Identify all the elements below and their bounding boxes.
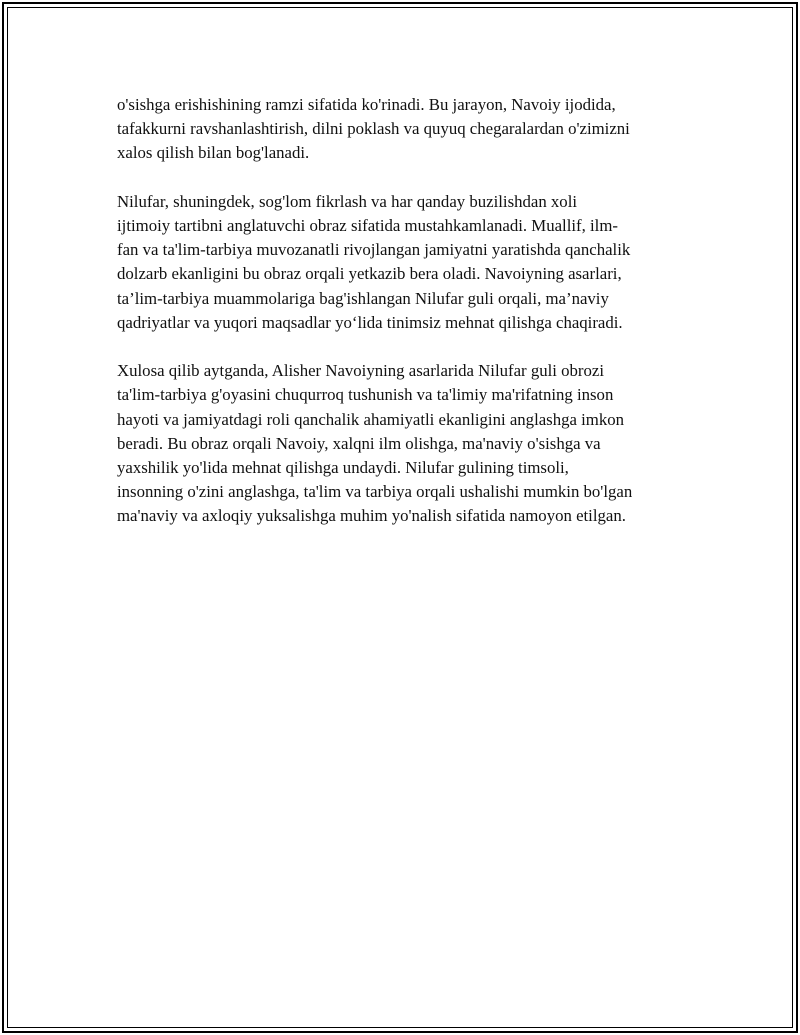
text-line: xalos qilish bilan bog'lanadi.	[117, 143, 310, 163]
text-line: ta’lim-tarbiya muammolariga bag'ishlangan Nilufar guli orqali, ma’naviy	[117, 288, 609, 308]
text-line: ma'naviy va axloqiy yuksalishga muhim yo'nalish sifatida namoyon etilgan.	[117, 506, 626, 526]
text-line: o'sishga erishishining ramzi sifatida ko'rinadi. Bu jarayon, Navoiy ijodida,	[117, 95, 616, 114]
text-line: Nilufar, shuningdek, sog'lom fikrlash va har qanday buzilishdan xoli	[117, 191, 578, 211]
text-line: ijtimoiy tartibni anglatuvchi obraz sifatida mustahkamlanadi. Muallif, ilm-	[117, 216, 618, 235]
text-line: beradi. Bu obraz orqali Navoiy, xalqni ilm olishga, ma'naviy o'sishga va	[117, 433, 601, 453]
text-line: tafakkurni ravshanlashtirish, dilni poklash va quyuq chegaralardan o'zimizni	[117, 119, 630, 139]
text-line: Xulosa qilib aytganda, Alisher Navoiyning asarlarida Nilufar guli obrozi	[117, 361, 604, 381]
paragraph-2	[117, 190, 697, 335]
paragraph-3	[117, 359, 697, 528]
text-line: hayoti va jamiyatdagi roli qanchalik ahamiyatli ekanligini anglashga imkon	[117, 409, 625, 429]
text-line: insonning o'zini anglashga, ta'lim va tarbiya orqali ushalishi mumkin bo'lgan	[117, 482, 633, 502]
text-line: ta'lim-tarbiya g'oyasini chuqurroq tushunish va ta'limiy ma'rifatning inson	[117, 385, 614, 405]
text-line: qadriyatlar va yuqori maqsadlar yo‘lida tinimsiz mehnat qilishga chaqiradi.	[117, 312, 623, 332]
text-line: yaxshilik yo'lida mehnat qilishga undaydi. Nilufar gulining timsoli,	[117, 458, 569, 478]
text-line: dolzarb ekanligini bu obraz orqali yetkazib bera oladi. Navoiyning asarlari,	[117, 264, 622, 284]
document-body	[117, 93, 697, 553]
text-line: fan va ta'lim-tarbiya muvozanatli rivojlangan jamiyatni yaratishda qanchalik	[117, 240, 631, 260]
paragraph-1	[117, 93, 697, 166]
